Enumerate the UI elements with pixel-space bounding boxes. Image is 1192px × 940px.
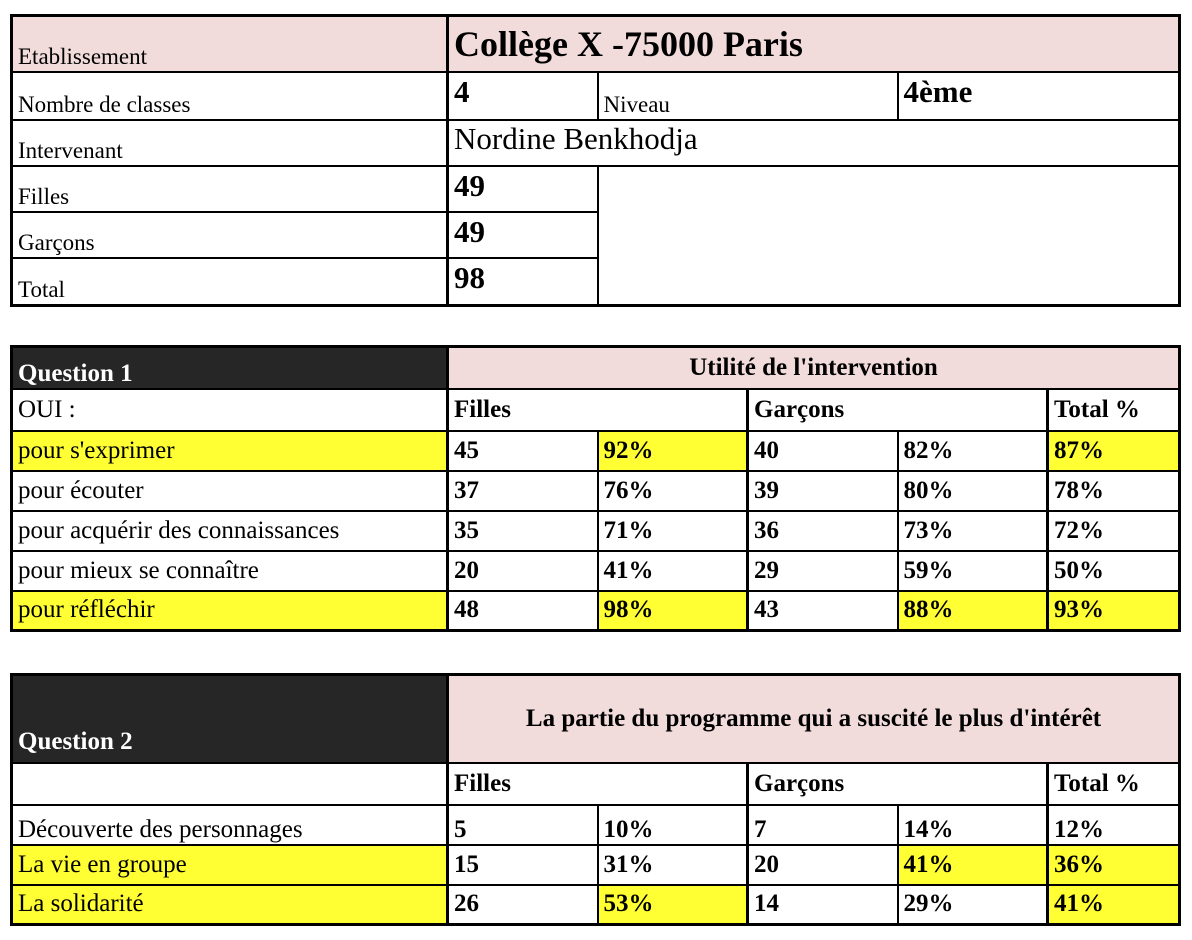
row-label: pour acquérir des connaissances — [12, 511, 448, 551]
total-percent: 12% — [1048, 805, 1180, 845]
garcons-percent: 80% — [898, 471, 1048, 511]
table-row — [12, 591, 1180, 631]
garcons-count: 20 — [748, 845, 898, 885]
filles-percent: 10% — [598, 805, 748, 845]
garcons-count: 14 — [748, 885, 898, 925]
total-percent: 72% — [1048, 511, 1180, 551]
q1-col-filles: Filles — [448, 389, 748, 431]
etablissement-value: Collège X -75000 Paris — [448, 16, 1180, 72]
info-table — [10, 14, 1181, 307]
q2-col-garcons: Garçons — [748, 763, 1048, 805]
row-label: pour écouter — [12, 471, 448, 511]
garcons-percent: 82% — [898, 431, 1048, 471]
question1-table — [10, 345, 1181, 632]
q1-title: Utilité de l'intervention — [448, 347, 1180, 389]
garcons-count: 39 — [748, 471, 898, 511]
table-row — [12, 885, 1180, 925]
q1-col-garcons: Garçons — [748, 389, 1048, 431]
table-row — [12, 511, 1180, 551]
q2-col-total: Total % — [1048, 763, 1180, 805]
garcons-count: 29 — [748, 551, 898, 591]
total-percent: 36% — [1048, 845, 1180, 885]
filles-count: 26 — [448, 885, 598, 925]
filles-count: 48 — [448, 591, 598, 631]
total-label: Total — [12, 258, 448, 306]
etablissement-label: Etablissement — [12, 16, 448, 72]
garcons-count: 40 — [748, 431, 898, 471]
table-row — [12, 805, 1180, 845]
info-empty-area — [598, 166, 1180, 306]
classes-value: 4 — [448, 72, 598, 120]
row-label: pour mieux se connaître — [12, 551, 448, 591]
q1-label: Question 1 — [12, 347, 448, 389]
row-label: Découverte des personnages — [12, 805, 448, 845]
filles-percent: 53% — [598, 885, 748, 925]
q1-col-total: Total % — [1048, 389, 1180, 431]
filles-count: 5 — [448, 805, 598, 845]
garcons-percent: 14% — [898, 805, 1048, 845]
garcons-label: Garçons — [12, 212, 448, 258]
garcons-count: 36 — [748, 511, 898, 551]
table-row — [12, 471, 1180, 511]
garcons-percent: 88% — [898, 591, 1048, 631]
garcons-percent: 73% — [898, 511, 1048, 551]
garcons-value: 49 — [448, 212, 598, 258]
question2-table — [10, 673, 1181, 926]
filles-count: 35 — [448, 511, 598, 551]
row-label: pour réfléchir — [12, 591, 448, 631]
intervenant-label: Intervenant — [12, 120, 448, 166]
intervenant-value: Nordine Benkhodja — [448, 120, 1180, 166]
filles-count: 45 — [448, 431, 598, 471]
filles-count: 20 — [448, 551, 598, 591]
filles-percent: 41% — [598, 551, 748, 591]
garcons-percent: 59% — [898, 551, 1048, 591]
classes-label: Nombre de classes — [12, 72, 448, 120]
q2-label: Question 2 — [12, 675, 448, 763]
table-row — [12, 551, 1180, 591]
niveau-label: Niveau — [598, 72, 898, 120]
total-percent: 87% — [1048, 431, 1180, 471]
q1-sub-label: OUI : — [12, 389, 448, 431]
total-percent: 93% — [1048, 591, 1180, 631]
garcons-percent: 29% — [898, 885, 1048, 925]
garcons-count: 43 — [748, 591, 898, 631]
table-row — [12, 431, 1180, 471]
q2-col-filles: Filles — [448, 763, 748, 805]
garcons-count: 7 — [748, 805, 898, 845]
filles-value: 49 — [448, 166, 598, 212]
filles-percent: 92% — [598, 431, 748, 471]
filles-percent: 31% — [598, 845, 748, 885]
total-percent: 78% — [1048, 471, 1180, 511]
total-percent: 50% — [1048, 551, 1180, 591]
garcons-percent: 41% — [898, 845, 1048, 885]
q2-title: La partie du programme qui a suscité le plus d'intérêt — [448, 675, 1180, 763]
row-label: La vie en groupe — [12, 845, 448, 885]
total-percent: 41% — [1048, 885, 1180, 925]
filles-count: 15 — [448, 845, 598, 885]
row-label: pour s'exprimer — [12, 431, 448, 471]
row-label: La solidarité — [12, 885, 448, 925]
total-value: 98 — [448, 258, 598, 306]
filles-percent: 76% — [598, 471, 748, 511]
filles-percent: 71% — [598, 511, 748, 551]
niveau-value: 4ème — [898, 72, 1180, 120]
table-row — [12, 845, 1180, 885]
filles-label: Filles — [12, 166, 448, 212]
q2-sub-label — [12, 763, 448, 805]
filles-percent: 98% — [598, 591, 748, 631]
filles-count: 37 — [448, 471, 598, 511]
